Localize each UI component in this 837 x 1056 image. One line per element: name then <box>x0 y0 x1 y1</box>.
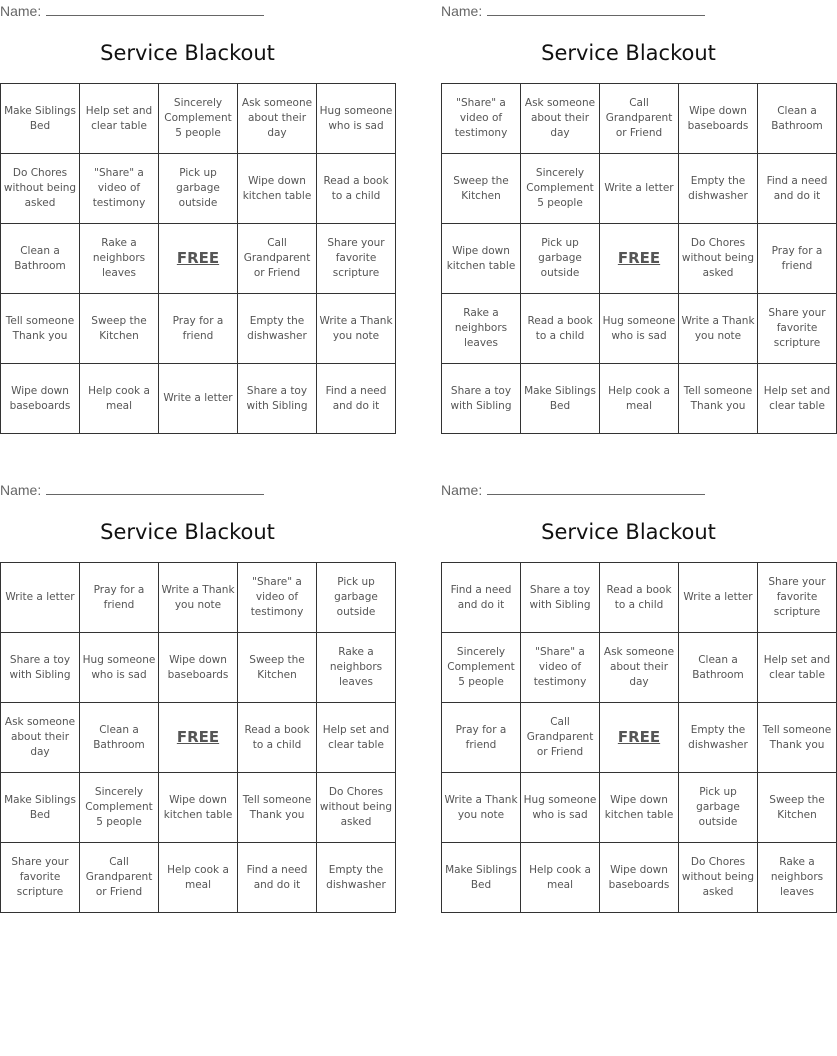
name-label: Name: <box>441 482 483 498</box>
grid-cell: Tell someone Thank you <box>238 773 317 843</box>
name-label: Name: <box>441 3 483 19</box>
grid-cell: Do Chores without being asked <box>679 224 758 294</box>
grid-cell: Call Grandparent or Friend <box>238 224 317 294</box>
grid-row <box>442 773 837 843</box>
grid-cell: Wipe down baseboards <box>159 633 238 703</box>
grid-cell: Wipe down kitchen table <box>442 224 521 294</box>
grid-cell: Help set and clear table <box>317 703 396 773</box>
grid-cell: "Share" a video of testimony <box>238 563 317 633</box>
grid-cell: Wipe down baseboards <box>679 84 758 154</box>
grid-row <box>1 154 396 224</box>
grid-row <box>1 633 396 703</box>
grid-cell: Hug someone who is sad <box>521 773 600 843</box>
grid-cell: Do Chores without being asked <box>679 843 758 913</box>
grid-row <box>442 364 837 434</box>
grid-cell: Write a Thank you note <box>159 563 238 633</box>
grid-cell: Write a letter <box>1 563 80 633</box>
grid-cell: Wipe down baseboards <box>1 364 80 434</box>
name-line[interactable] <box>487 2 705 16</box>
grid-cell: "Share" a video of testimony <box>442 84 521 154</box>
grid-cell: Share your favorite scripture <box>1 843 80 913</box>
grid-cell: Make Siblings Bed <box>1 84 80 154</box>
card-title: Service Blackout <box>541 41 716 65</box>
grid-cell: Write a letter <box>679 563 758 633</box>
grid-cell: Write a Thank you note <box>442 773 521 843</box>
grid-cell: Sincerely Complement 5 people <box>80 773 159 843</box>
grid-cell: Pray for a friend <box>159 294 238 364</box>
grid-cell: Pick up garbage outside <box>317 563 396 633</box>
grid-cell: Ask someone about their day <box>238 84 317 154</box>
grid-cell: Read a book to a child <box>521 294 600 364</box>
grid-cell: Tell someone Thank you <box>679 364 758 434</box>
grid-cell: Rake a neighbors leaves <box>442 294 521 364</box>
grid-row <box>1 773 396 843</box>
name-field[interactable] <box>0 481 264 499</box>
card-title: Service Blackout <box>100 520 275 544</box>
name-line[interactable] <box>487 481 705 495</box>
grid-cell: Help cook a meal <box>521 843 600 913</box>
grid-row <box>442 633 837 703</box>
bingo-grid <box>441 562 837 913</box>
grid-cell: Help set and clear table <box>758 633 837 703</box>
grid-cell: Help set and clear table <box>80 84 159 154</box>
grid-cell: Pick up garbage outside <box>679 773 758 843</box>
grid-row <box>442 154 837 224</box>
grid-cell: Rake a neighbors leaves <box>317 633 396 703</box>
grid-cell: Find a need and do it <box>442 563 521 633</box>
free-cell: FREE <box>159 703 238 773</box>
grid-cell: Call Grandparent or Friend <box>600 84 679 154</box>
bingo-grid <box>441 83 837 434</box>
card-title: Service Blackout <box>541 520 716 544</box>
grid-cell: Pray for a friend <box>442 703 521 773</box>
grid-cell: Pick up garbage outside <box>159 154 238 224</box>
grid-cell: Make Siblings Bed <box>521 364 600 434</box>
grid-cell: Empty the dishwasher <box>679 703 758 773</box>
grid-cell: Wipe down baseboards <box>600 843 679 913</box>
grid-cell: Share a toy with Sibling <box>521 563 600 633</box>
grid-row <box>442 84 837 154</box>
grid-cell: Help cook a meal <box>159 843 238 913</box>
grid-cell: Read a book to a child <box>238 703 317 773</box>
grid-cell: Help cook a meal <box>600 364 679 434</box>
grid-cell: Empty the dishwasher <box>238 294 317 364</box>
free-cell: FREE <box>600 224 679 294</box>
grid-cell: Share a toy with Sibling <box>442 364 521 434</box>
card-title: Service Blackout <box>100 41 275 65</box>
grid-row <box>442 703 837 773</box>
name-label: Name: <box>0 3 42 19</box>
grid-cell: Find a need and do it <box>758 154 837 224</box>
name-line[interactable] <box>46 481 264 495</box>
grid-cell: Make Siblings Bed <box>442 843 521 913</box>
grid-cell: Help set and clear table <box>758 364 837 434</box>
grid-cell: Hug someone who is sad <box>317 84 396 154</box>
grid-cell: Share a toy with Sibling <box>238 364 317 434</box>
grid-cell: Write a letter <box>600 154 679 224</box>
grid-cell: Hug someone who is sad <box>600 294 679 364</box>
grid-cell: Call Grandparent or Friend <box>521 703 600 773</box>
grid-cell: Tell someone Thank you <box>758 703 837 773</box>
grid-cell: Write a Thank you note <box>317 294 396 364</box>
grid-cell: Do Chores without being asked <box>1 154 80 224</box>
bingo-grid <box>0 83 396 434</box>
grid-cell: Sweep the Kitchen <box>442 154 521 224</box>
grid-cell: Tell someone Thank you <box>1 294 80 364</box>
bingo-grid <box>0 562 396 913</box>
grid-cell: Clean a Bathroom <box>679 633 758 703</box>
grid-cell: Sincerely Complement 5 people <box>442 633 521 703</box>
grid-cell: Share a toy with Sibling <box>1 633 80 703</box>
grid-cell: Pick up garbage outside <box>521 224 600 294</box>
grid-cell: Ask someone about their day <box>600 633 679 703</box>
grid-cell: Sweep the Kitchen <box>80 294 159 364</box>
name-field[interactable] <box>441 2 705 20</box>
grid-cell: Help cook a meal <box>80 364 159 434</box>
grid-row <box>1 84 396 154</box>
grid-row <box>1 843 396 913</box>
grid-cell: Clean a Bathroom <box>80 703 159 773</box>
grid-cell: Write a letter <box>159 364 238 434</box>
grid-cell: Read a book to a child <box>600 563 679 633</box>
grid-row <box>442 294 837 364</box>
name-field[interactable] <box>0 2 264 20</box>
grid-cell: Rake a neighbors leaves <box>80 224 159 294</box>
grid-cell: Pray for a friend <box>758 224 837 294</box>
grid-cell: Sweep the Kitchen <box>238 633 317 703</box>
grid-cell: Wipe down kitchen table <box>238 154 317 224</box>
grid-cell: Empty the dishwasher <box>317 843 396 913</box>
free-cell: FREE <box>600 703 679 773</box>
grid-row <box>1 703 396 773</box>
name-label: Name: <box>0 482 42 498</box>
grid-row <box>1 294 396 364</box>
grid-cell: Do Chores without being asked <box>317 773 396 843</box>
grid-row <box>442 224 837 294</box>
grid-cell: Clean a Bathroom <box>758 84 837 154</box>
grid-row <box>1 224 396 294</box>
grid-cell: Hug someone who is sad <box>80 633 159 703</box>
grid-cell: Clean a Bathroom <box>1 224 80 294</box>
grid-cell: Empty the dishwasher <box>679 154 758 224</box>
grid-cell: Share your favorite scripture <box>758 563 837 633</box>
grid-cell: "Share" a video of testimony <box>80 154 159 224</box>
grid-cell: Find a need and do it <box>238 843 317 913</box>
grid-cell: Write a Thank you note <box>679 294 758 364</box>
name-line[interactable] <box>46 2 264 16</box>
grid-row <box>442 843 837 913</box>
grid-cell: "Share" a video of testimony <box>521 633 600 703</box>
grid-cell: Sweep the Kitchen <box>758 773 837 843</box>
grid-cell: Call Grandparent or Friend <box>80 843 159 913</box>
grid-cell: Read a book to a child <box>317 154 396 224</box>
grid-cell: Share your favorite scripture <box>758 294 837 364</box>
grid-cell: Find a need and do it <box>317 364 396 434</box>
grid-cell: Wipe down kitchen table <box>600 773 679 843</box>
grid-cell: Sincerely Complement 5 people <box>521 154 600 224</box>
grid-cell: Rake a neighbors leaves <box>758 843 837 913</box>
grid-cell: Ask someone about their day <box>521 84 600 154</box>
name-field[interactable] <box>441 481 705 499</box>
grid-cell: Share your favorite scripture <box>317 224 396 294</box>
grid-row <box>1 364 396 434</box>
grid-cell: Make Siblings Bed <box>1 773 80 843</box>
grid-cell: Pray for a friend <box>80 563 159 633</box>
grid-row <box>1 563 396 633</box>
grid-cell: Wipe down kitchen table <box>159 773 238 843</box>
grid-cell: Ask someone about their day <box>1 703 80 773</box>
grid-row <box>442 563 837 633</box>
free-cell: FREE <box>159 224 238 294</box>
grid-cell: Sincerely Complement 5 people <box>159 84 238 154</box>
